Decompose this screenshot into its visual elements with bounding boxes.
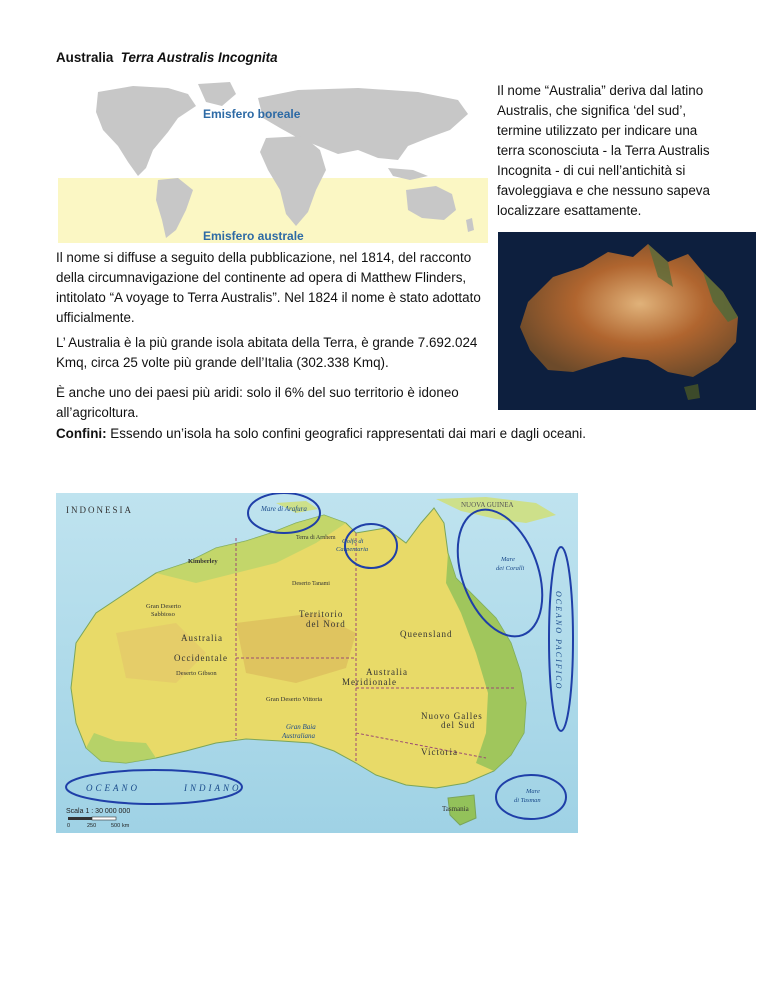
- label-gran-deserto-vittoria: Gran Deserto Vittoria: [266, 696, 323, 703]
- label-oceano-indiano-2: INDIANO: [184, 783, 242, 793]
- label-mare-arafura: Mare di Arafura: [261, 505, 307, 513]
- label-oceano-pacifico: OCEANO PACIFICO: [554, 591, 563, 691]
- label-territorio-1: Territorio: [299, 609, 344, 619]
- page-title: Australia Terra Australis Incognita: [56, 50, 278, 65]
- label-mare-tasman-2: di Tasman: [514, 797, 541, 804]
- label-australia-occidentale-2: Occidentale: [174, 653, 228, 663]
- label-queensland: Queensland: [400, 629, 453, 639]
- hemisphere-north-label: Emisfero boreale: [203, 107, 301, 121]
- hemisphere-map: [58, 80, 488, 243]
- hemisphere-south-label: Emisfero australe: [203, 229, 304, 243]
- scale-km: km: [122, 823, 130, 829]
- label-mare-coralli-2: dei Coralli: [496, 565, 525, 572]
- intro-paragraph: Il nome “Australia” deriva dal latino Australis, che significa ‘del sud’, termine utilizzato per indicare una terra sconosciuta - la Terra Australis Incognita - di cui nell’antichità si favoleggiava e che nessuno sapeva localizzare esattamente.: [497, 83, 710, 218]
- label-scala: Scala 1 : 30 000 000: [66, 808, 131, 815]
- label-deserto-tanami: Deserto Tanami: [292, 581, 330, 587]
- label-indonesia: INDONESIA: [66, 505, 133, 515]
- label-mare-coralli-1: Mare: [501, 556, 515, 563]
- label-territorio-2: del Nord: [306, 619, 346, 629]
- label-golfo-carpentaria-1: Golfo di: [342, 538, 364, 545]
- label-nuova-guinea: NUOVA GUINEA: [461, 501, 514, 509]
- label-australia-meridionale-2: Meridionale: [342, 677, 397, 687]
- label-golfo-carpentaria-2: Carpentaria: [336, 546, 369, 553]
- label-gran-baia-2: Australiana: [282, 732, 316, 740]
- label-oceano-indiano-1: OCEANO: [86, 783, 140, 793]
- paragraph-history: Il nome si diffuse a seguito della pubblicazione, nel 1814, del racconto della circumnavigazione del continente ad opera di Matthew Flinders, intitolato “A voyage to Terra Australis”. Nel 1824 il nome è stato adottato ufficialmente.: [56, 250, 481, 325]
- paragraph-arid: È anche uno dei paesi più aridi: solo il 6% del suo territorio è idoneo all’agricoltura.: [56, 385, 459, 420]
- label-kimberley: Kimberley: [188, 558, 218, 565]
- label-gran-deserto-sabbioso-1: Gran Deserto: [146, 603, 181, 610]
- physical-map: [56, 493, 578, 833]
- label-victoria: Victoria: [421, 747, 458, 757]
- scale-250: 250: [87, 823, 97, 829]
- scale-500: 500: [111, 823, 121, 829]
- scale-0: 0: [67, 823, 71, 829]
- label-nuovo-galles-2: del Sud: [441, 720, 476, 730]
- label-tasmania: Tasmania: [442, 805, 469, 813]
- paragraph-size: L’ Australia è la più grande isola abitata della Terra, è grande 7.692.024 Kmq, circa 25 volte più grande dell’Italia (302.338 Kmq).: [56, 335, 478, 370]
- label-deserto-gibson: Deserto Gibson: [176, 670, 217, 677]
- label-nuovo-galles-1: Nuovo Galles: [421, 711, 483, 721]
- label-australia-meridionale-1: Australia: [366, 667, 408, 677]
- label-gran-deserto-sabbioso-2: Sabbioso: [151, 611, 175, 618]
- label-gran-baia-1: Gran Baia: [286, 723, 316, 731]
- label-terra-arnhem: Terra di Arnhem: [296, 535, 336, 541]
- label-mare-tasman-1: Mare: [526, 788, 540, 795]
- paragraph-borders: Confini: Essendo un’isola ha solo confini geografici rappresentati dai mari e dagli oceani.: [56, 426, 586, 441]
- label-australia-occidentale-1: Australia: [181, 633, 223, 643]
- satellite-image: [498, 232, 756, 410]
